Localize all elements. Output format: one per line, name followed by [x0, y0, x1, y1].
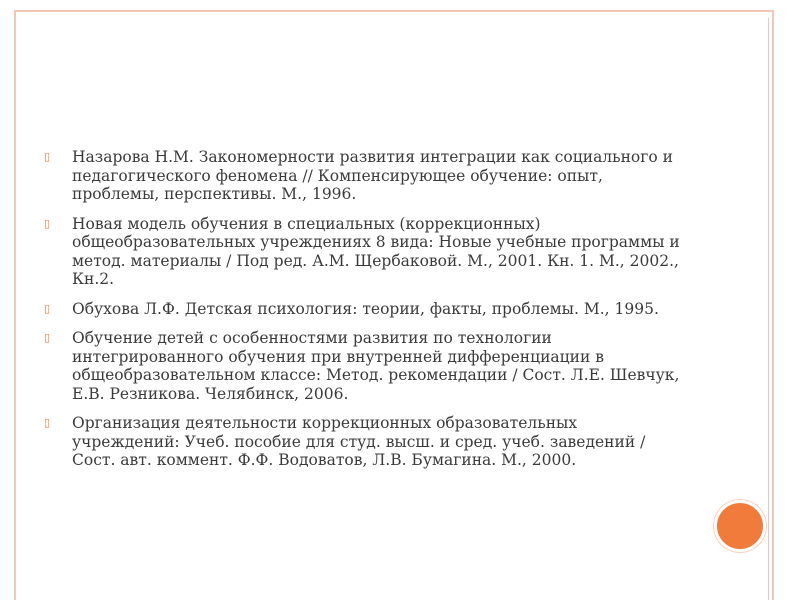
bullet-icon: ▯: [44, 301, 51, 315]
bullet-icon: ▯: [44, 331, 51, 344]
list-item: [44, 148, 684, 204]
bullet-icon: ▯: [44, 416, 51, 429]
reference-text: Обухова Л.Ф. Детская психология: теории, факты, проблемы. М., 1995.: [72, 299, 659, 318]
reference-text: Назарова Н.М. Закономерности развития интеграции как социального и педагогического феномена // Компенсирующее обучение: опыт, проблемы, перспективы. М., 1996.: [72, 148, 673, 203]
list-item: [44, 329, 684, 403]
list-item: [44, 300, 684, 319]
reference-list: [44, 148, 684, 481]
bullet-icon: ▯: [44, 150, 51, 163]
bullet-icon: ▯: [44, 216, 51, 230]
orange-circle-decoration: [714, 500, 766, 552]
list-item: [44, 215, 684, 289]
reference-text: Организация деятельности коррекционных образовательных учреждений: Учеб. пособие для студ. высш. и сред. учеб. заведений / Сост. авт. коммент. Ф.Ф. Водоватов, Л.В. Бумагина. М., 2000.: [72, 414, 646, 469]
reference-text: Новая модель обучения в специальных (коррекционных) общеобразовательных учреждениях 8 вида: Новые учебные программы и метод. материалы / Под ред. А.М. Щербаковой. М., 2001. Кн. 1. М., 2002., Кн.2.: [72, 214, 680, 288]
list-item: [44, 414, 684, 470]
reference-text: Обучение детей с особенностями развития по технологии интегрированного обучения при внутренней дифференциации в общеобразовательном классе: Метод. рекомендации / Сост. Л.Е. Шевчук, Е.В. Резникова. Челябинск, 2006.: [72, 329, 680, 403]
frame-inner-line: [768, 18, 769, 600]
